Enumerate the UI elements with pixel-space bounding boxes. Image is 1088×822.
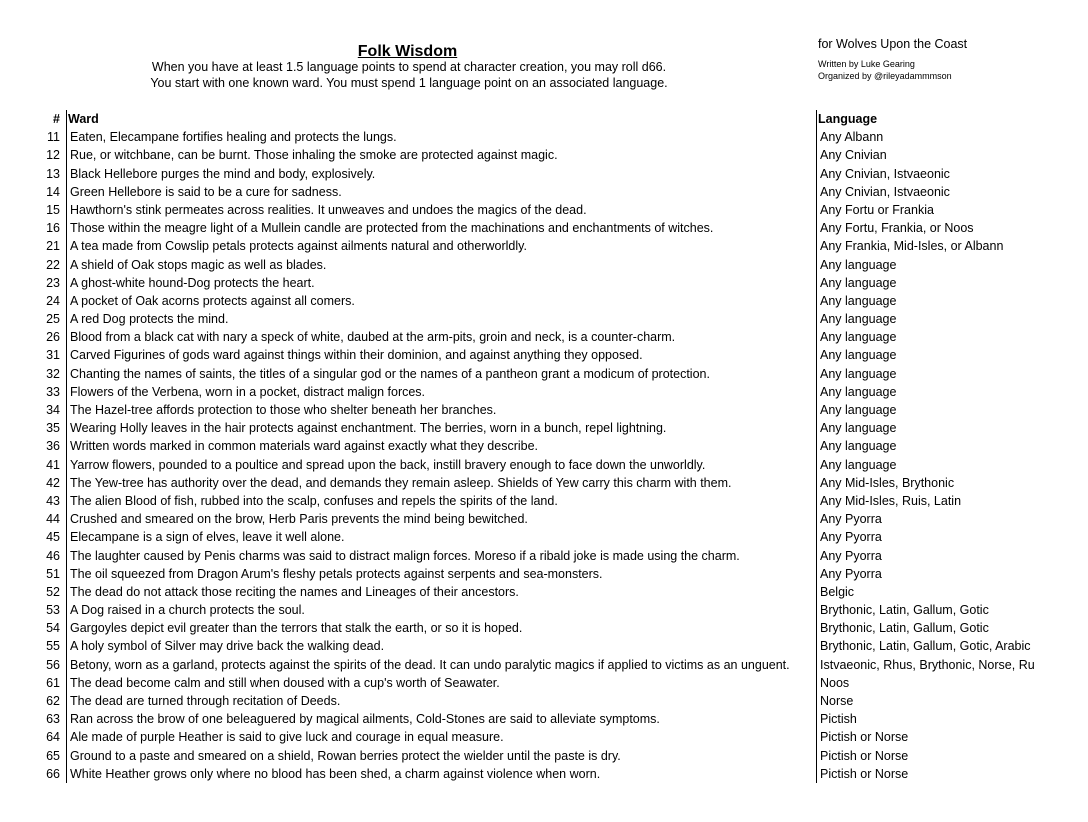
row-language-text: Any Mid-Isles, Ruis, Latin xyxy=(820,493,962,508)
row-language-text: Istvaeonic, Rhus, Brythonic, Norse, Ru xyxy=(820,657,1035,672)
credit-block xyxy=(818,59,952,82)
row-number: 11 xyxy=(47,130,60,145)
row-ward-text: Crushed and smeared on the brow, Herb Paris prevents the mind being bewitched. xyxy=(70,512,528,527)
row-number: 45 xyxy=(46,530,60,545)
row-language-text: Any Pyorra xyxy=(820,512,882,527)
page-title-text: Folk Wisdom xyxy=(357,42,458,60)
table-row xyxy=(0,583,1088,601)
table-row xyxy=(0,274,1088,292)
table-row xyxy=(0,528,1088,546)
table-row xyxy=(0,419,1088,437)
row-ward-text: Carved Figurines of gods ward against things within their dominion, and against anything they opposed. xyxy=(70,348,643,363)
row-number: 63 xyxy=(46,712,60,727)
row-number: 34 xyxy=(46,403,60,417)
row-number: 55 xyxy=(46,639,60,654)
row-language-text: Any Mid-Isles, Brythonic xyxy=(820,475,955,490)
table-row xyxy=(0,256,1088,274)
row-number: 61 xyxy=(46,675,60,690)
table-row xyxy=(0,201,1088,219)
row-language-text: Any Cnivian, Istvaeonic xyxy=(820,184,950,199)
row-language-text: Any Cnivian, Istvaeonic xyxy=(820,166,950,181)
row-language-text: Any Cnivian xyxy=(820,148,887,163)
row-number: 56 xyxy=(46,657,60,672)
row-ward-text: The oil squeezed from Dragon Arum's fleshy petals protects against serpents and sea-monsters. xyxy=(70,566,603,581)
table-row xyxy=(0,692,1088,710)
row-language-text: Any language xyxy=(820,403,897,417)
table-row xyxy=(0,619,1088,637)
row-language-text: Pictish xyxy=(820,712,857,727)
row-ward-text: Betony, worn as a garland, protects against the spirits of the dead. It can undo paralytic magics if applied to victims as an unguent. xyxy=(70,657,790,672)
table-row xyxy=(0,601,1088,619)
row-language-text: Any language xyxy=(820,457,897,472)
row-ward-text: A pocket of Oak acorns protects against all comers. xyxy=(70,293,355,308)
row-ward-text: The Yew-tree has authority over the dead, and demands they remain asleep. Shields of Yew carry this charm with them. xyxy=(70,475,732,490)
row-ward-text: Ground to a paste and smeared on a shield, Rowan berries protect the wielder until the paste is dry. xyxy=(70,748,621,763)
table-row xyxy=(0,656,1088,674)
row-number: 62 xyxy=(46,694,60,708)
row-number: 26 xyxy=(46,330,60,345)
subtitle-line-2: You start with one known ward. You must spend 1 language point on an associated language. xyxy=(150,75,668,90)
table-row xyxy=(0,674,1088,692)
table-row xyxy=(0,474,1088,492)
row-ward-text: Wearing Holly leaves in the hair protects against enchantment. The berries, worn in a bunch, repel lightning. xyxy=(70,421,667,436)
table-row xyxy=(0,401,1088,419)
row-language-text: Any Pyorra xyxy=(820,530,882,545)
row-ward-text: Flowers of the Verbena, worn in a pocket, distract malign forces. xyxy=(70,384,426,399)
table-body xyxy=(0,128,1088,783)
row-ward-text: The Hazel-tree affords protection to those who shelter beneath her branches. xyxy=(70,403,497,417)
table-row xyxy=(0,219,1088,237)
row-ward-text: A ghost-white hound-Dog protects the heart. xyxy=(70,275,315,290)
row-ward-text: Hawthorn's stink permeates across realities. It unweaves and undoes the magics of the dead. xyxy=(70,202,587,217)
row-number: 33 xyxy=(46,384,60,399)
row-language-text: Any language xyxy=(820,348,897,363)
table-row xyxy=(0,383,1088,401)
column-header-ward: Ward xyxy=(68,112,99,126)
row-number: 44 xyxy=(46,512,60,527)
row-language-text: Any Frankia, Mid-Isles, or Albann xyxy=(820,239,1004,254)
row-language-text: Any Fortu, Frankia, or Noos xyxy=(820,221,974,236)
row-number: 14 xyxy=(46,184,60,199)
row-language-text: Brythonic, Latin, Gallum, Gotic xyxy=(820,603,989,618)
row-language-text: Belgic xyxy=(820,584,855,599)
subtitle-line-1: When you have at least 1.5 language points to spend at character creation, you may roll d66. xyxy=(151,60,667,74)
table-row xyxy=(0,492,1088,510)
row-language-text: Any language xyxy=(820,293,897,308)
row-language-text: Pictish or Norse xyxy=(820,766,909,781)
table-row xyxy=(0,510,1088,528)
column-header-language: Language xyxy=(818,112,878,126)
table-row xyxy=(0,183,1088,201)
row-ward-text: The dead become calm and still when doused with a cup's worth of Seawater. xyxy=(70,675,500,690)
row-number: 64 xyxy=(46,730,60,745)
subtitle-block xyxy=(0,60,818,91)
row-number: 36 xyxy=(46,439,60,454)
row-language-text: Pictish or Norse xyxy=(820,730,909,745)
row-ward-text: Blood from a black cat with nary a speck of white, daubed at the arm-pits, groin and neck, is a counter-charm. xyxy=(70,330,676,345)
row-language-text: Brythonic, Latin, Gallum, Gotic xyxy=(820,621,989,636)
credit-organized-by: Organized by @rileyadammmson xyxy=(818,70,952,81)
table-row xyxy=(0,565,1088,583)
row-ward-text: A red Dog protects the mind. xyxy=(70,312,229,327)
row-number: 41 xyxy=(46,457,60,472)
row-number: 46 xyxy=(46,548,60,563)
row-language-text: Noos xyxy=(820,675,850,690)
row-number: 32 xyxy=(46,366,60,381)
row-ward-text: Gargoyles depict evil greater than the terrors that stalk the earth, or so it is hoped. xyxy=(70,621,523,636)
row-ward-text: Chanting the names of saints, the titles of a singular god or the names of a pantheon grant a modicum of protection. xyxy=(70,366,710,381)
table-row xyxy=(0,165,1088,183)
table-row xyxy=(0,292,1088,310)
row-language-text: Brythonic, Latin, Gallum, Gotic, Arabic xyxy=(820,639,1031,654)
row-ward-text: White Heather grows only where no blood has been shed, a charm against violence when worn. xyxy=(70,766,601,781)
table-row xyxy=(0,456,1088,474)
row-ward-text: Elecampane is a sign of elves, leave it well alone. xyxy=(70,530,345,545)
table-header-row xyxy=(0,110,1088,128)
row-language-text: Any Pyorra xyxy=(820,566,882,581)
row-ward-text: The alien Blood of fish, rubbed into the scalp, confuses and repels the spirits of the land. xyxy=(70,493,558,508)
row-language-text: Any Pyorra xyxy=(820,548,882,563)
row-number: 15 xyxy=(46,202,60,217)
row-ward-text: Those within the meagre light of a Mullein candle are protected from the machinations and enchantments of witches. xyxy=(70,221,714,236)
row-language-text: Any language xyxy=(820,439,897,454)
row-language-text: Any language xyxy=(820,421,897,436)
row-ward-text: A Dog raised in a church protects the soul. xyxy=(70,603,305,618)
row-language-text: Pictish or Norse xyxy=(820,748,909,763)
table-row xyxy=(0,765,1088,783)
table-row xyxy=(0,146,1088,164)
row-ward-text: Green Hellebore is said to be a cure for sadness. xyxy=(70,184,342,199)
row-ward-text: A tea made from Cowslip petals protects against ailments natural and otherworldly. xyxy=(70,239,527,254)
table-row xyxy=(0,637,1088,655)
row-number: 53 xyxy=(46,603,60,618)
row-number: 16 xyxy=(46,221,60,236)
row-language-text: Any language xyxy=(820,275,897,290)
table-row xyxy=(0,365,1088,383)
row-ward-text: The dead do not attack those reciting the names and Lineages of their ancestors. xyxy=(70,584,519,599)
row-ward-text: The dead are turned through recitation of Deeds. xyxy=(70,694,341,708)
row-ward-text: Ran across the brow of one beleaguered by magical ailments, Cold-Stones are said to alleviate symptoms. xyxy=(70,712,660,727)
row-language-text: Any language xyxy=(820,330,897,345)
row-number: 51 xyxy=(46,566,60,581)
row-language-text: Any Fortu or Frankia xyxy=(820,202,934,217)
credit-written-by: Written by Luke Gearing xyxy=(818,59,915,69)
row-ward-text: A shield of Oak stops magic as well as blades. xyxy=(70,257,327,272)
row-language-text: Any Albann xyxy=(820,130,884,145)
row-number: 43 xyxy=(46,493,60,508)
table-row xyxy=(0,310,1088,328)
row-number: 23 xyxy=(46,275,60,290)
row-number: 21 xyxy=(46,239,60,254)
column-header-number: # xyxy=(53,112,60,126)
row-number: 24 xyxy=(46,293,60,308)
table-row xyxy=(0,747,1088,765)
table-row xyxy=(0,346,1088,364)
row-number: 35 xyxy=(46,421,60,436)
row-number: 52 xyxy=(46,584,60,599)
row-number: 54 xyxy=(46,621,60,636)
row-number: 31 xyxy=(46,348,60,363)
row-ward-text: Yarrow flowers, pounded to a poultice and spread upon the back, instill bravery enough to face down the unworldly. xyxy=(70,457,706,472)
row-ward-text: Eaten, Elecampane fortifies healing and protects the lungs. xyxy=(70,130,397,145)
table-row xyxy=(0,437,1088,455)
table-row xyxy=(0,328,1088,346)
row-number: 13 xyxy=(46,166,60,181)
row-number: 22 xyxy=(46,257,60,272)
row-number: 65 xyxy=(46,748,60,763)
row-language-text: Any language xyxy=(820,366,897,381)
row-ward-text: Written words marked in common materials ward against exactly what they describe. xyxy=(70,439,539,454)
table-row xyxy=(0,237,1088,255)
row-number: 12 xyxy=(46,148,60,163)
row-ward-text: Black Hellebore purges the mind and body, explosively. xyxy=(70,166,376,181)
row-ward-text: Rue, or witchbane, can be burnt. Those inhaling the smoke are protected against magic. xyxy=(70,148,558,163)
row-number: 66 xyxy=(46,766,60,781)
row-number: 25 xyxy=(46,312,60,327)
page-title xyxy=(0,44,815,60)
credit-for-game: for Wolves Upon the Coast xyxy=(818,37,968,51)
wards-table xyxy=(0,110,1088,783)
row-language-text: Any language xyxy=(820,384,897,399)
row-ward-text: A holy symbol of Silver may drive back the walking dead. xyxy=(70,639,385,654)
table-row xyxy=(0,710,1088,728)
table-row xyxy=(0,547,1088,565)
row-language-text: Any language xyxy=(820,312,897,327)
row-ward-text: Ale made of purple Heather is said to give luck and courage in equal measure. xyxy=(70,730,504,745)
row-ward-text: The laughter caused by Penis charms was said to distract malign forces. Moreso if a ribald joke is made using the charm. xyxy=(70,548,740,563)
table-row xyxy=(0,728,1088,746)
row-language-text: Any language xyxy=(820,257,897,272)
row-language-text: Norse xyxy=(820,694,854,708)
row-number: 42 xyxy=(46,475,60,490)
table-row xyxy=(0,128,1088,146)
